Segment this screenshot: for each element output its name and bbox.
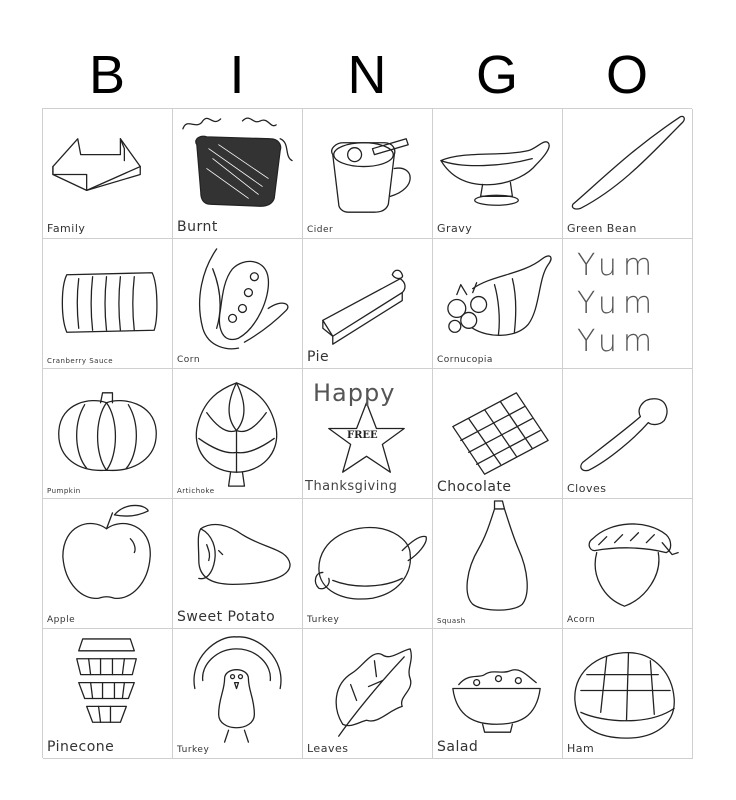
bingo-cell-cider[interactable]: [303, 109, 433, 239]
bingo-cell-cornucopia[interactable]: [433, 239, 563, 369]
free-space-top-text: Happy: [313, 379, 396, 407]
pumpkin-icon: [43, 369, 172, 498]
cell-label: Pumpkin: [47, 487, 81, 495]
bingo-cell-chocolate[interactable]: [433, 369, 563, 499]
cell-label: Sweet Potato: [177, 609, 276, 625]
clove-icon: [563, 369, 692, 498]
squash-icon: [433, 499, 562, 628]
bingo-cell-leaves[interactable]: [303, 629, 433, 759]
bingo-cell-corn[interactable]: [173, 239, 303, 369]
bingo-grid: [42, 108, 692, 758]
bingo-cell-pinecone[interactable]: [43, 629, 173, 759]
bingo-cell-pumpkin[interactable]: [43, 369, 173, 499]
gravy-boat-icon: [433, 109, 562, 238]
roast-turkey-icon: [303, 499, 432, 628]
header-letter-b: B: [88, 45, 126, 105]
bingo-cell-cranberry-sauce[interactable]: [43, 239, 173, 369]
bingo-cell-pie[interactable]: [303, 239, 433, 369]
cell-label: Gravy: [437, 222, 473, 235]
artichoke-icon: [173, 369, 302, 498]
free-space-label: FREE: [347, 430, 378, 441]
bingo-cell-family[interactable]: [43, 109, 173, 239]
cell-label: Burnt: [177, 219, 218, 235]
ham-icon: [563, 629, 692, 758]
cell-label: Squash: [437, 617, 466, 625]
cell-label: Green Bean: [567, 222, 637, 235]
header-letter-i: I: [229, 45, 245, 105]
cell-label: Turkey: [307, 615, 340, 625]
header-letter-o: O: [605, 45, 648, 105]
arrow-icon: [43, 109, 172, 238]
bingo-cell-cloves[interactable]: [563, 369, 693, 499]
bingo-cell-artichoke[interactable]: [173, 369, 303, 499]
free-space[interactable]: [303, 369, 433, 499]
bingo-cell-apple[interactable]: [43, 499, 173, 629]
bingo-cell-gravy[interactable]: [433, 109, 563, 239]
bingo-header: [42, 40, 692, 110]
cell-label: Cider: [307, 225, 334, 235]
acorn-icon: [563, 499, 692, 628]
bingo-cell-squash[interactable]: [433, 499, 563, 629]
free-space-bottom-text: Thanksgiving: [305, 479, 398, 494]
bingo-cell-acorn[interactable]: [563, 499, 693, 629]
yum-text: Yum Yum Yum: [577, 248, 659, 359]
bingo-cell-burnt[interactable]: [173, 109, 303, 239]
cornucopia-icon: [433, 239, 562, 368]
cell-label: Salad: [437, 739, 479, 755]
header-letter-n: N: [347, 45, 387, 105]
cell-label: Cloves: [567, 482, 607, 495]
bingo-cell-turkey-roast[interactable]: [303, 499, 433, 629]
cranberry-sauce-icon: [43, 239, 172, 368]
bingo-cell-salad[interactable]: [433, 629, 563, 759]
bingo-cell-sweet-potato[interactable]: [173, 499, 303, 629]
green-bean-icon: [563, 109, 692, 238]
cell-label: Leaves: [307, 742, 349, 755]
cell-label: Ham: [567, 742, 595, 755]
bingo-cell-ham[interactable]: [563, 629, 693, 759]
cell-label: Acorn: [567, 615, 596, 625]
bingo-cell-yum[interactable]: [563, 239, 693, 369]
apple-icon: [43, 499, 172, 628]
cell-label: Chocolate: [437, 479, 512, 495]
cell-label: Pie: [307, 349, 330, 365]
cell-label: Corn: [177, 355, 201, 365]
corn-icon: [173, 239, 302, 368]
cell-label: Apple: [47, 615, 76, 625]
leaf-icon: [303, 629, 432, 758]
cell-label: Cornucopia: [437, 355, 493, 365]
bingo-cell-green-bean[interactable]: [563, 109, 693, 239]
turkey-icon: [173, 629, 302, 758]
bingo-cell-turkey[interactable]: [173, 629, 303, 759]
cell-label: Cranberry Sauce: [47, 357, 114, 365]
cider-mug-icon: [303, 109, 432, 238]
cell-label: Pinecone: [47, 739, 115, 755]
cell-label: Artichoke: [177, 487, 215, 495]
cell-label: Family: [47, 222, 86, 235]
header-letter-g: G: [475, 45, 518, 105]
cell-label: Turkey: [177, 745, 210, 755]
